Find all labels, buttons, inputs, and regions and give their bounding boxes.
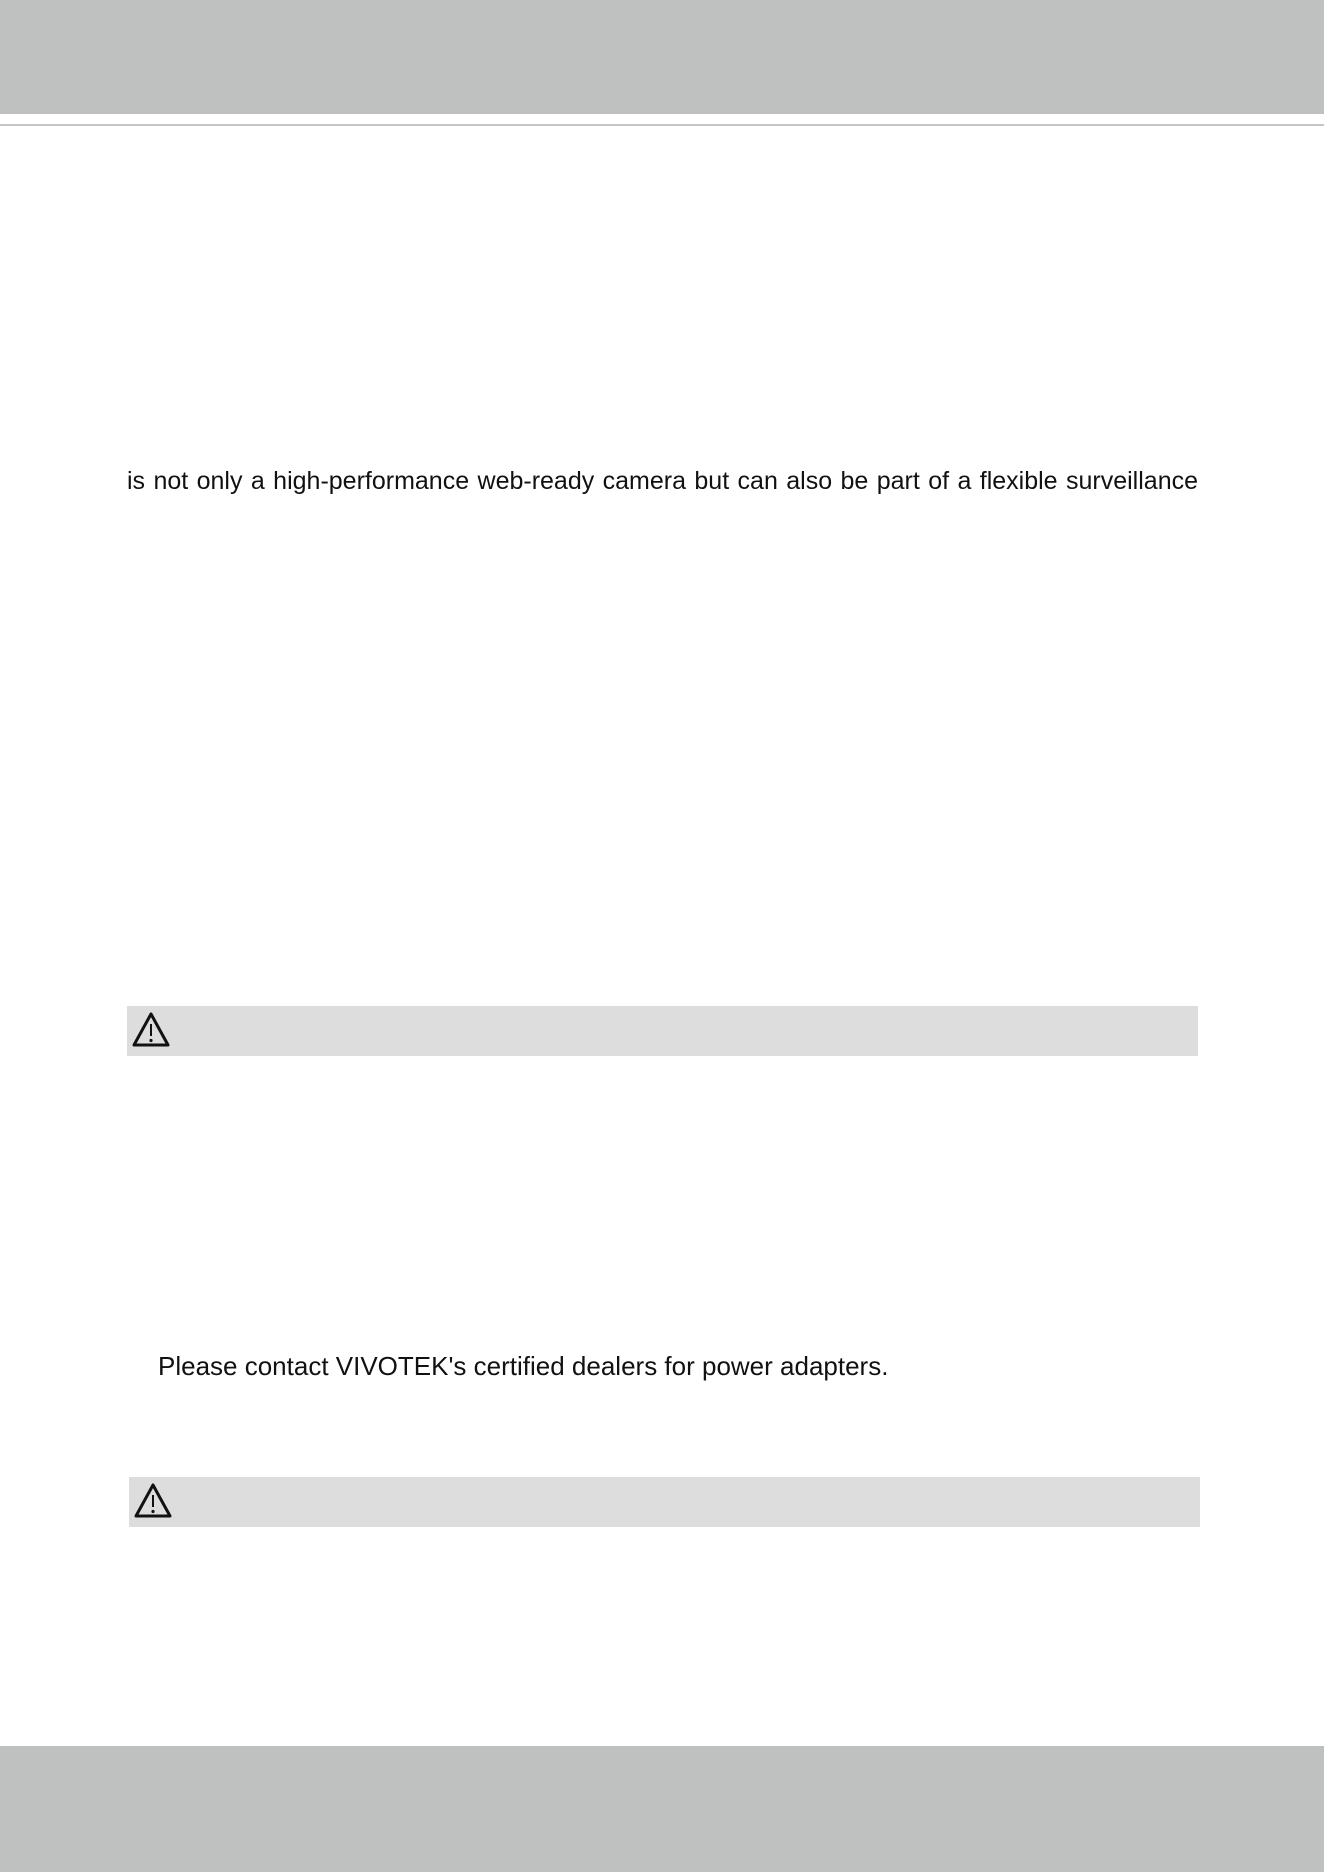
header-divider bbox=[0, 124, 1324, 126]
warning-triangle-icon bbox=[131, 1010, 171, 1050]
body-text-line: is not only a high-performance web-ready camera but can also be part of a flexible surveillance bbox=[127, 467, 1198, 495]
caution-bar bbox=[129, 1477, 1200, 1527]
page-footer-band bbox=[0, 1746, 1324, 1872]
caution-bar bbox=[127, 1006, 1198, 1056]
warning-triangle-icon bbox=[133, 1481, 173, 1521]
power-adapter-note: Please contact VIVOTEK's certified dealers for power adapters. bbox=[158, 1351, 889, 1381]
page-header-band bbox=[0, 0, 1324, 114]
